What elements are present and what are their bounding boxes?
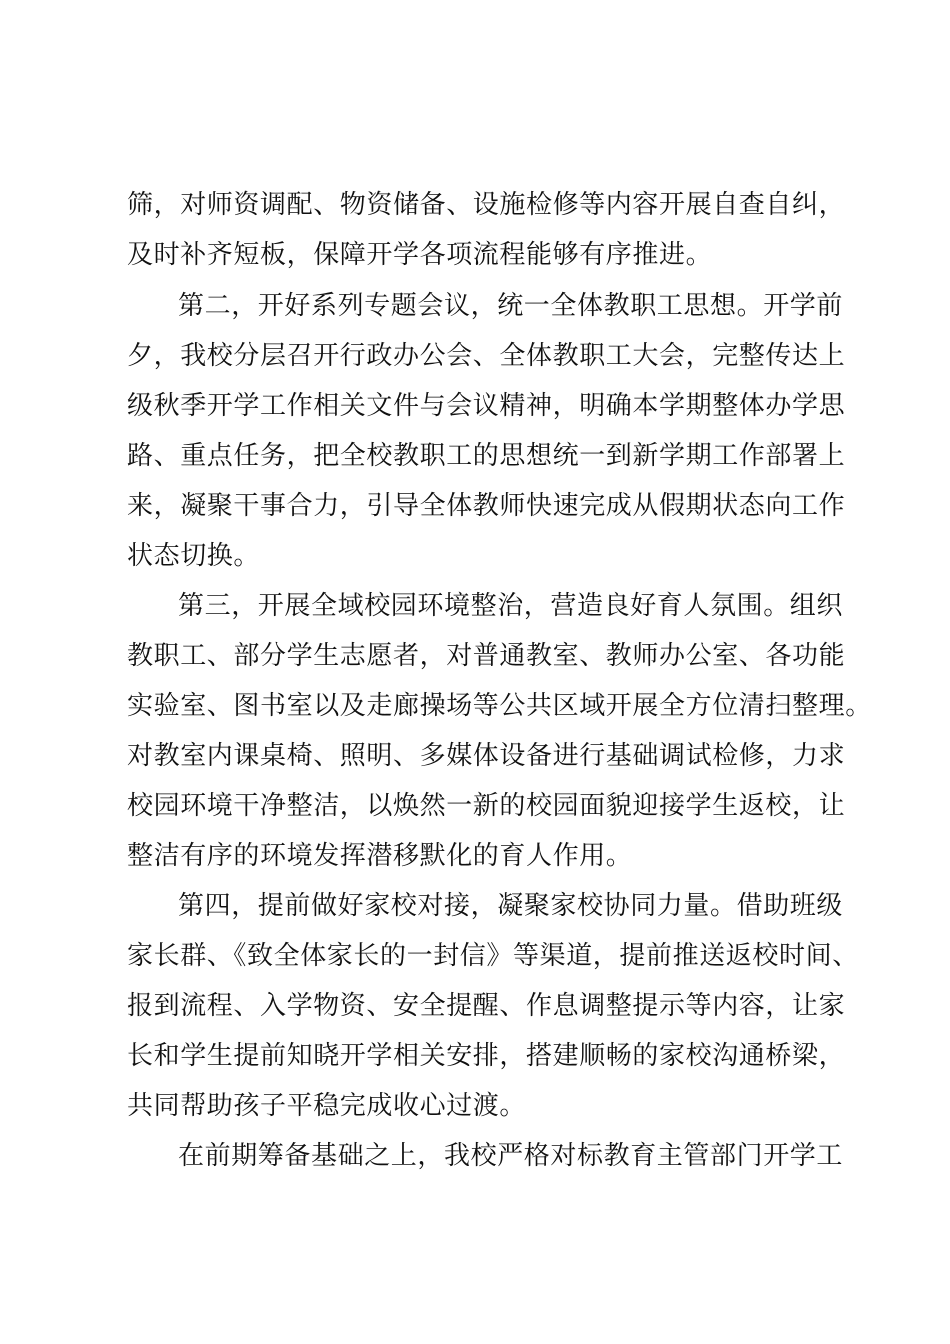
text-line: 整洁有序的环境发挥潜移默化的育人作用。 [127, 841, 633, 871]
paragraph-2-first-line: 第二，开好系列专题会议，统一全体教职工思想。开学前 [178, 291, 844, 321]
text-line: 级秋季开学工作相关文件与会议精神，明确本学期整体办学思 [127, 391, 846, 421]
paragraph-4-first-line: 第四，提前做好家校对接，凝聚家校协同力量。借助班级 [178, 891, 844, 921]
text-line: 实验室、图书室以及走廊操场等公共区域开展全方位清扫整理。 [127, 691, 872, 721]
text-line: 筛，对师资调配、物资储备、设施检修等内容开展自查自纠， [127, 190, 846, 220]
text-line: 夕，我校分层召开行政办公会、全体教职工大会，完整传达上 [127, 341, 846, 371]
text-line: 校园环境干净整洁，以焕然一新的校园面貌迎接学生返校，让 [127, 791, 846, 821]
text-line: 状态切换。 [127, 541, 261, 571]
paragraph-5-first-line: 在前期筹备基础之上，我校严格对标教育主管部门开学工 [178, 1141, 844, 1171]
text-line: 教职工、部分学生志愿者，对普通教室、教师办公室、各功能 [127, 641, 846, 671]
text-line: 来，凝聚干事合力，引导全体教师快速完成从假期状态向工作 [127, 491, 846, 521]
text-line: 共同帮助孩子平稳完成收心过渡。 [127, 1091, 527, 1121]
text-line: 家长群、《致全体家长的一封信》等渠道，提前推送返校时间、 [127, 941, 859, 971]
text-line: 长和学生提前知晓开学相关安排，搭建顺畅的家校沟通桥梁， [127, 1041, 846, 1071]
text-line: 及时补齐短板，保障开学各项流程能够有序推进。 [127, 240, 713, 270]
text-line: 报到流程、入学物资、安全提醒、作息调整提示等内容，让家 [127, 991, 846, 1021]
text-line: 路、重点任务，把全校教职工的思想统一到新学期工作部署上 [127, 441, 846, 471]
paragraph-3-first-line: 第三，开展全域校园环境整治，营造良好育人氛围。组织 [178, 591, 844, 621]
text-line: 对教室内课桌椅、照明、多媒体设备进行基础调试检修，力求 [127, 741, 846, 771]
